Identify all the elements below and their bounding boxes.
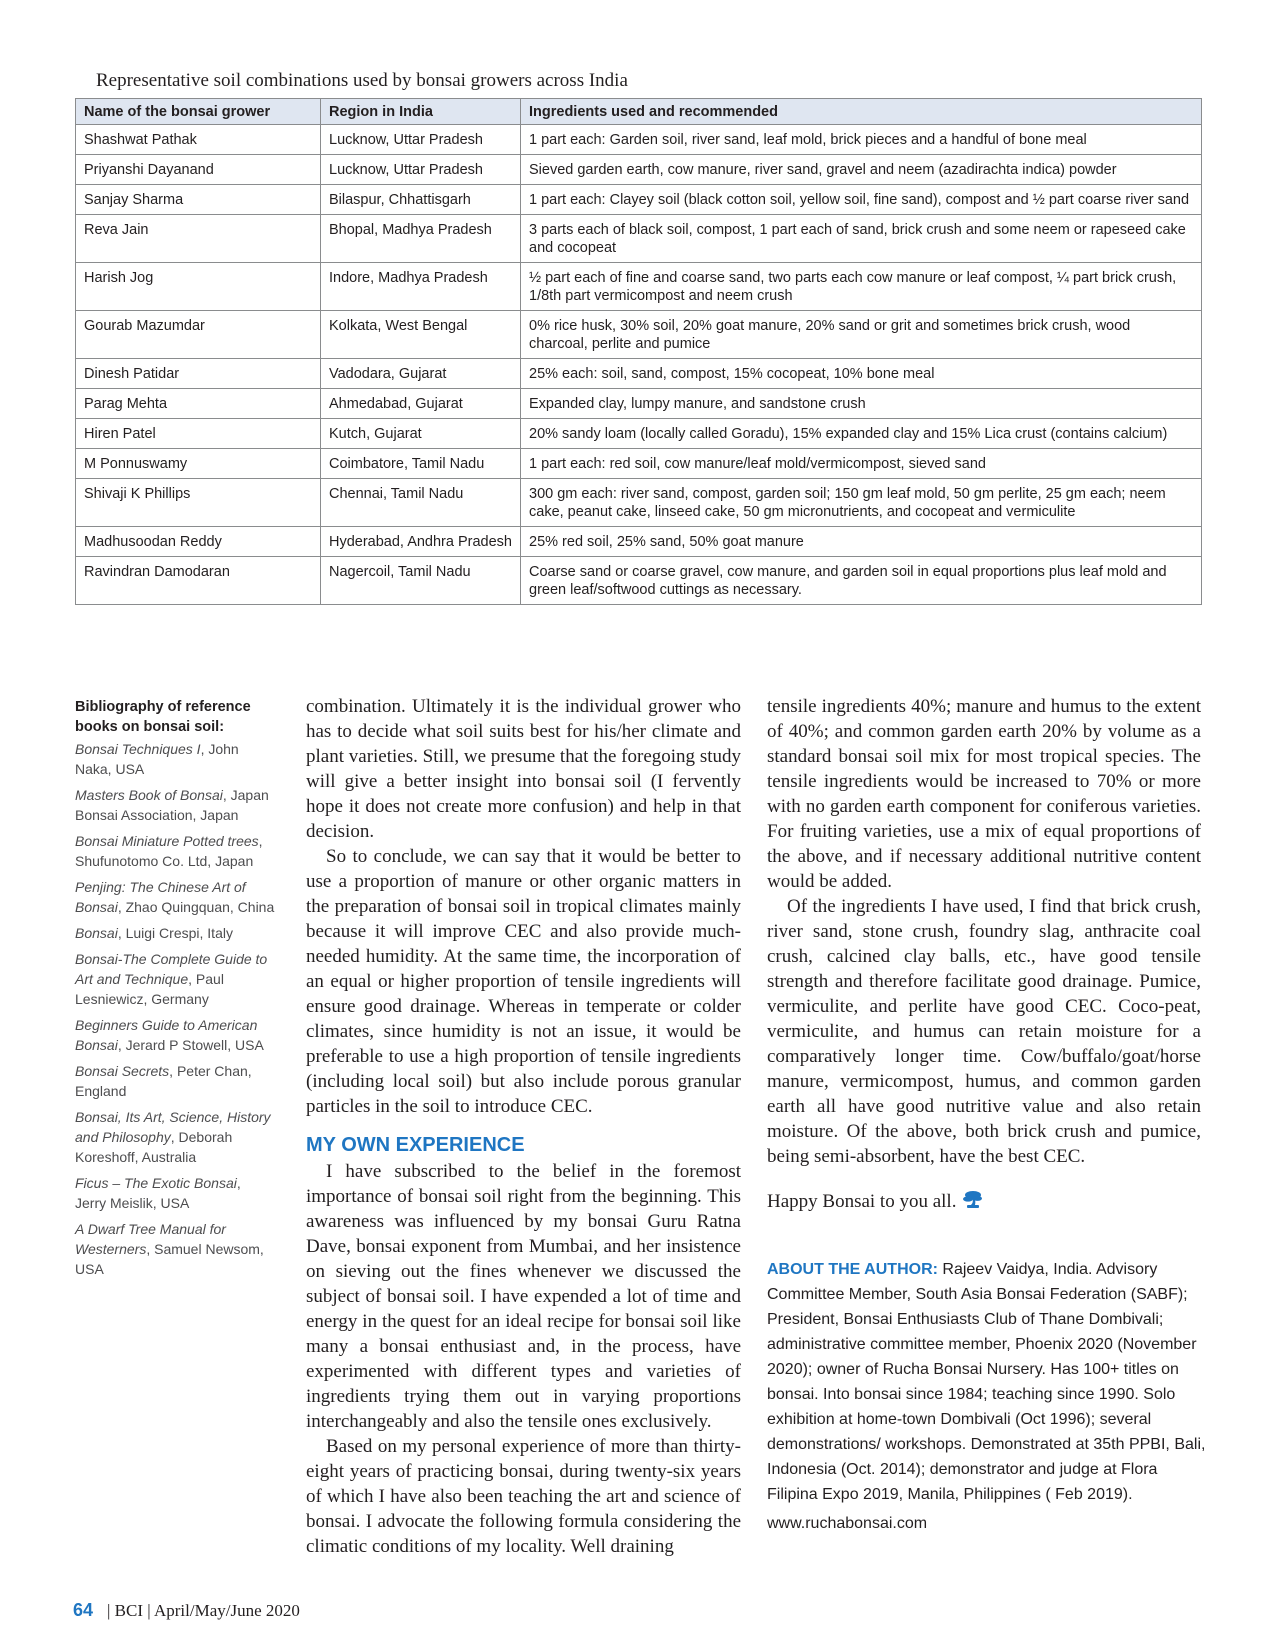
cell-grower: Shivaji K Phillips <box>76 479 321 527</box>
book-title: Ficus – The Exotic Bonsai <box>75 1175 237 1191</box>
cell-grower: Gourab Mazumdar <box>76 311 321 359</box>
bibliography-entry <box>75 949 275 1009</box>
table-row <box>76 449 1202 479</box>
book-title: Bonsai-The Complete Guide to Art and Technique <box>75 951 268 987</box>
table-header-row <box>76 99 1202 125</box>
header-region: Region in India <box>321 99 521 125</box>
cell-region: Kolkata, West Bengal <box>321 311 521 359</box>
cell-region: Bhopal, Madhya Pradesh <box>321 215 521 263</box>
cell-region: Coimbatore, Tamil Nadu <box>321 449 521 479</box>
about-the-author <box>767 1257 1207 1536</box>
cell-ingredients: Sieved garden earth, cow manure, river sand, gravel and neem (azadirachta indica) powder <box>521 155 1202 185</box>
bibliography-entry <box>75 739 275 779</box>
book-details: , Jerry Meislik, USA <box>75 1175 241 1211</box>
cell-grower: Priyanshi Dayanand <box>76 155 321 185</box>
cell-grower: M Ponnuswamy <box>76 449 321 479</box>
table-row <box>76 359 1202 389</box>
body-paragraph: Of the ingredients I have used, I find that brick crush, river sand, stone crush, foundry slag, anthracite coal crush, calcined clay balls, etc., have good tensile strength and therefore facilitate good drainage. Pumice, vermiculite, and perlite have good CEC. Coco-peat, vermiculite, and humus can retain moisture for a comparatively longer time. Cow/buffalo/goat/horse manure, vermicompost, humus, and common garden earth all have good nutritive value and also retain moisture. Of the above, both brick crush and pumice, being semi-absorbent, have the best CEC. <box>767 896 1201 1167</box>
article-column-middle <box>306 694 741 1559</box>
article-column-right <box>767 694 1201 1216</box>
cell-region: Hyderabad, Andhra Pradesh <box>321 527 521 557</box>
about-text: Rajeev Vaidya, India. Advisory Committee Member, South Asia Bonsai Federation (SABF); President, Bonsai Enthusiasts Club of Thane Dombivali; administrative committee member, Phoenix 2020 (November 2020); owner of Rucha Bonsai Nursery. Has 100+ titles on bonsai. Into bonsai since 1984; teaching since 1990. Solo exhibition at home-town Dombivali (Oct 1996); several demonstrations/ workshops. Demonstrated at 35th PPBI, Bali, Indonesia (Oct. 2014); demonstrator and judge at Flora Filipina Expo 2019, Manila, Philippines ( Feb 2019). <box>767 1261 1206 1503</box>
book-details: , Jerard P Stowell, USA <box>117 1037 264 1053</box>
cell-ingredients: 300 gm each: river sand, compost, garden soil; 150 gm leaf mold, 50 gm perlite, 25 gm each; neem cake, peanut cake, linseed cake, 50 gm micronutrients, and cocopeat and vermiculite <box>521 479 1202 527</box>
book-title: Bonsai, Its Art, Science, History and Philosophy <box>75 1109 271 1145</box>
bibliography-entry <box>75 1061 275 1101</box>
cell-region: Vadodara, Gujarat <box>321 359 521 389</box>
bibliography-entry <box>75 1015 275 1055</box>
author-website-link[interactable]: www.ruchabonsai.com <box>767 1515 928 1532</box>
book-details: , Paul Lesniewicz, Germany <box>75 971 224 1007</box>
body-paragraph: So to conclude, we can say that it would be better to use a proportion of manure or other organic matters in the preparation of bonsai soil in tropical climates mainly because it will improve CEC and also provide much-needed humidity. At the same time, the incorporation of an equal or higher proportion of tensile ingredients will ensure good drainage. Whereas in temperate or colder climates, since humidity is not an issue, it would be preferable to use a high proportion of tensile ingredients (including local soil) but also include porous granular particles in the soil to introduce CEC. <box>306 846 741 1117</box>
table-row <box>76 215 1202 263</box>
bibliography-sidebar <box>75 697 275 1285</box>
book-details: , Peter Chan, England <box>75 1063 252 1099</box>
cell-ingredients: 1 part each: red soil, cow manure/leaf mold/vermicompost, sieved sand <box>521 449 1202 479</box>
section-heading: MY OWN EXPERIENCE <box>306 1134 525 1156</box>
cell-grower: Hiren Patel <box>76 419 321 449</box>
cell-ingredients: 25% each: soil, sand, compost, 15% cocopeat, 10% bone meal <box>521 359 1202 389</box>
cell-grower: Parag Mehta <box>76 389 321 419</box>
cell-ingredients: 1 part each: Garden soil, river sand, leaf mold, brick pieces and a handful of bone meal <box>521 125 1202 155</box>
bibliography-entry <box>75 785 275 825</box>
cell-grower: Harish Jog <box>76 263 321 311</box>
cell-ingredients: 0% rice husk, 30% soil, 20% goat manure, 20% sand or grit and sometimes brick crush, wood charcoal, perlite and pumice <box>521 311 1202 359</box>
book-title: Bonsai Miniature Potted trees <box>75 833 259 849</box>
cell-region: Bilaspur, Chhattisgarh <box>321 185 521 215</box>
table-row <box>76 311 1202 359</box>
cell-grower: Dinesh Patidar <box>76 359 321 389</box>
cell-ingredients: Coarse sand or coarse gravel, cow manure, and garden soil in equal proportions plus leaf mold and green leaf/softwood cuttings as necessary. <box>521 557 1202 605</box>
body-paragraph: I have subscribed to the belief in the foremost importance of bonsai soil right from the beginning. This awareness was influenced by my bonsai Guru Ratna Dave, bonsai exponent from Mumbai, and her insistence on sieving out the fines whenever we discussed the subject of bonsai soil. I have expended a lot of time and energy in the quest for an ideal recipe for bonsai soil like many a bonsai enthusiast and, in the process, have experimented with different types and varieties of ingredients trying them out in varying proportions interchangeably and also the tensile ones exclusively. <box>306 1161 741 1432</box>
bonsai-tree-icon <box>962 1189 984 1216</box>
table-row <box>76 125 1202 155</box>
table-caption: Representative soil combinations used by bonsai growers across India <box>96 70 628 91</box>
book-title: Bonsai <box>75 925 118 941</box>
table-row <box>76 527 1202 557</box>
body-paragraph: Based on my personal experience of more than thirty-eight years of practicing bonsai, during twenty-six years of which I have also been teaching the art and science of bonsai. I advocate the following formula considering the climatic conditions of my locality. Well draining <box>306 1436 741 1557</box>
cell-grower: Madhusoodan Reddy <box>76 527 321 557</box>
about-label: ABOUT THE AUTHOR: <box>767 1261 938 1278</box>
book-details: , John Naka, USA <box>75 741 239 777</box>
cell-region: Lucknow, Uttar Pradesh <box>321 125 521 155</box>
bibliography-entry <box>75 1173 275 1213</box>
page-footer <box>73 1600 300 1621</box>
closing-text: Happy Bonsai to you all. <box>767 1191 957 1212</box>
table-row <box>76 185 1202 215</box>
page-number: 64 <box>73 1600 94 1620</box>
bibliography-entry <box>75 877 275 917</box>
cell-region: Kutch, Gujarat <box>321 419 521 449</box>
cell-grower: Ravindran Damodaran <box>76 557 321 605</box>
book-details: , Luigi Crespi, Italy <box>117 925 233 941</box>
table-row <box>76 263 1202 311</box>
bibliography-entry <box>75 1219 275 1279</box>
soil-table <box>75 98 1202 605</box>
book-details: , Samuel Newsom, USA <box>75 1241 264 1277</box>
cell-grower: Reva Jain <box>76 215 321 263</box>
cell-ingredients: 1 part each: Clayey soil (black cotton soil, yellow soil, fine sand), compost and ½ part coarse river sand <box>521 185 1202 215</box>
book-details: , Shufunotomo Co. Ltd, Japan <box>75 833 263 869</box>
cell-ingredients: 3 parts each of black soil, compost, 1 part each of sand, brick crush and some neem or rapeseed cake and cocopeat <box>521 215 1202 263</box>
book-title: Penjing: The Chinese Art of Bonsai <box>75 879 246 915</box>
cell-region: Lucknow, Uttar Pradesh <box>321 155 521 185</box>
bibliography-entry <box>75 923 275 943</box>
cell-region: Indore, Madhya Pradesh <box>321 263 521 311</box>
book-title: Beginners Guide to American Bonsai <box>75 1017 258 1053</box>
table-row <box>76 389 1202 419</box>
cell-region: Chennai, Tamil Nadu <box>321 479 521 527</box>
cell-ingredients: ½ part each of fine and coarse sand, two parts each cow manure or leaf compost, ¼ part brick crush, 1/8th part vermicompost and neem crush <box>521 263 1202 311</box>
table-row <box>76 419 1202 449</box>
body-paragraph: tensile ingredients 40%; manure and humus to the extent of 40%; and common garden earth 20% by volume as a standard bonsai soil mix for most tropical species. The tensile ingredients would be increased to 70% or more with no garden earth component for coniferous varieties. For fruiting varieties, use a mix of equal proportions of the above, and if necessary additional nutritive content would be added. <box>767 696 1201 892</box>
body-paragraph: combination. Ultimately it is the individual grower who has to decide what soil suits best for his/her climate and plant varieties. Still, we presume that the foregoing study will give a better insight into bonsai soil (I fervently hope it does not create more confusion) and help in that decision. <box>306 696 741 842</box>
book-title: A Dwarf Tree Manual for Westerners <box>75 1221 226 1257</box>
book-title: Bonsai Secrets <box>75 1063 170 1079</box>
cell-grower: Shashwat Pathak <box>76 125 321 155</box>
table-row <box>76 479 1202 527</box>
book-details: , Japan Bonsai Association, Japan <box>75 787 269 823</box>
cell-ingredients: Expanded clay, lumpy manure, and sandstone crush <box>521 389 1202 419</box>
book-title: Masters Book of Bonsai <box>75 787 223 803</box>
bibliography-heading: Bibliography of reference books on bonsai soil: <box>75 699 251 735</box>
table-row <box>76 155 1202 185</box>
cell-region: Nagercoil, Tamil Nadu <box>321 557 521 605</box>
publication-info: | BCI | April/May/June 2020 <box>107 1601 300 1620</box>
header-ingredients: Ingredients used and recommended <box>521 99 1202 125</box>
author-bio <box>767 1257 1207 1507</box>
book-details: , Zhao Quingquan, China <box>117 899 275 915</box>
table-row <box>76 557 1202 605</box>
cell-grower: Sanjay Sharma <box>76 185 321 215</box>
header-grower: Name of the bonsai grower <box>76 99 321 125</box>
cell-ingredients: 20% sandy loam (locally called Goradu), 15% expanded clay and 15% Lica crust (contains calcium) <box>521 419 1202 449</box>
bibliography-entry <box>75 831 275 871</box>
book-title: Bonsai Techniques I <box>75 741 201 757</box>
bibliography-entry <box>75 1107 275 1167</box>
cell-region: Ahmedabad, Gujarat <box>321 389 521 419</box>
book-details: , Deborah Koreshoff, Australia <box>75 1129 233 1165</box>
closing-line <box>767 1189 1201 1216</box>
cell-ingredients: 25% red soil, 25% sand, 50% goat manure <box>521 527 1202 557</box>
